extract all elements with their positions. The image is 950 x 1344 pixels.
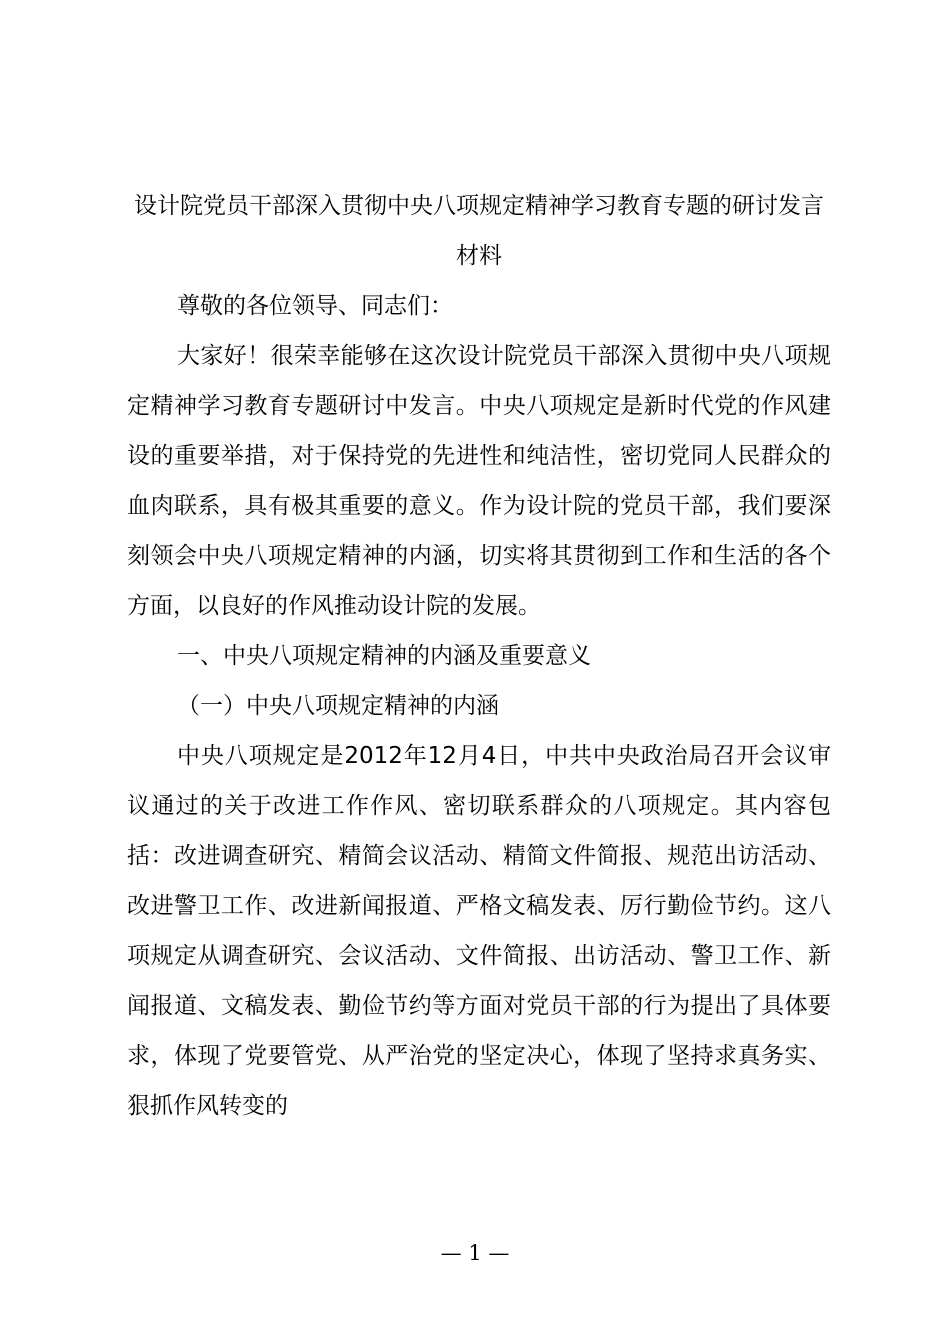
salutation: 尊敬的各位领导、同志们： — [177, 293, 453, 319]
section-heading: 一、中央八项规定精神的内涵及重要意义 — [177, 643, 591, 669]
paragraph-opening: 大家好！很荣幸能够在这次设计院党员干部深入贯彻中央八项规定精神学习教育专题研讨中发言。中央八项规定是新时代党的作风建设的重要举措，对于保持党的先进性和纯洁性，密切党同人民群众的血肉联系，具有极其重要的意义。作为设计院的党员干部，我们要深刻领会中央八项规定精神的内涵，切实将其贯彻到工作和生活的各个方面，以良好的作风推动设计院的发展。 — [127, 343, 831, 619]
subsection-heading: （一）中央八项规定精神的内涵 — [177, 693, 499, 719]
document-title: 设计院党员干部深入贯彻中央八项规定精神学习教育专题的研讨发言材料 — [134, 193, 824, 269]
document-body — [127, 181, 831, 1131]
page-number: — 1 — — [440, 1241, 510, 1265]
paragraph-body: 中央八项规定是2012年12月4日，中共中央政治局召开会议审议通过的关于改进工作作风、密切联系群众的八项规定。其内容包括：改进调查研究、精简会议活动、精简文件简报、规范出访活动、改进警卫工作、改进新闻报道、严格文稿发表、厉行勤俭节约。这八项规定从调查研究、会议活动、文件简报、出访活动、警卫工作、新闻报道、文稿发表、勤俭节约等方面对党员干部的行为提出了具体要求，体现了党要管党、从严治党的坚定决心，体现了坚持求真务实、狠抓作风转变的 — [127, 743, 831, 1119]
